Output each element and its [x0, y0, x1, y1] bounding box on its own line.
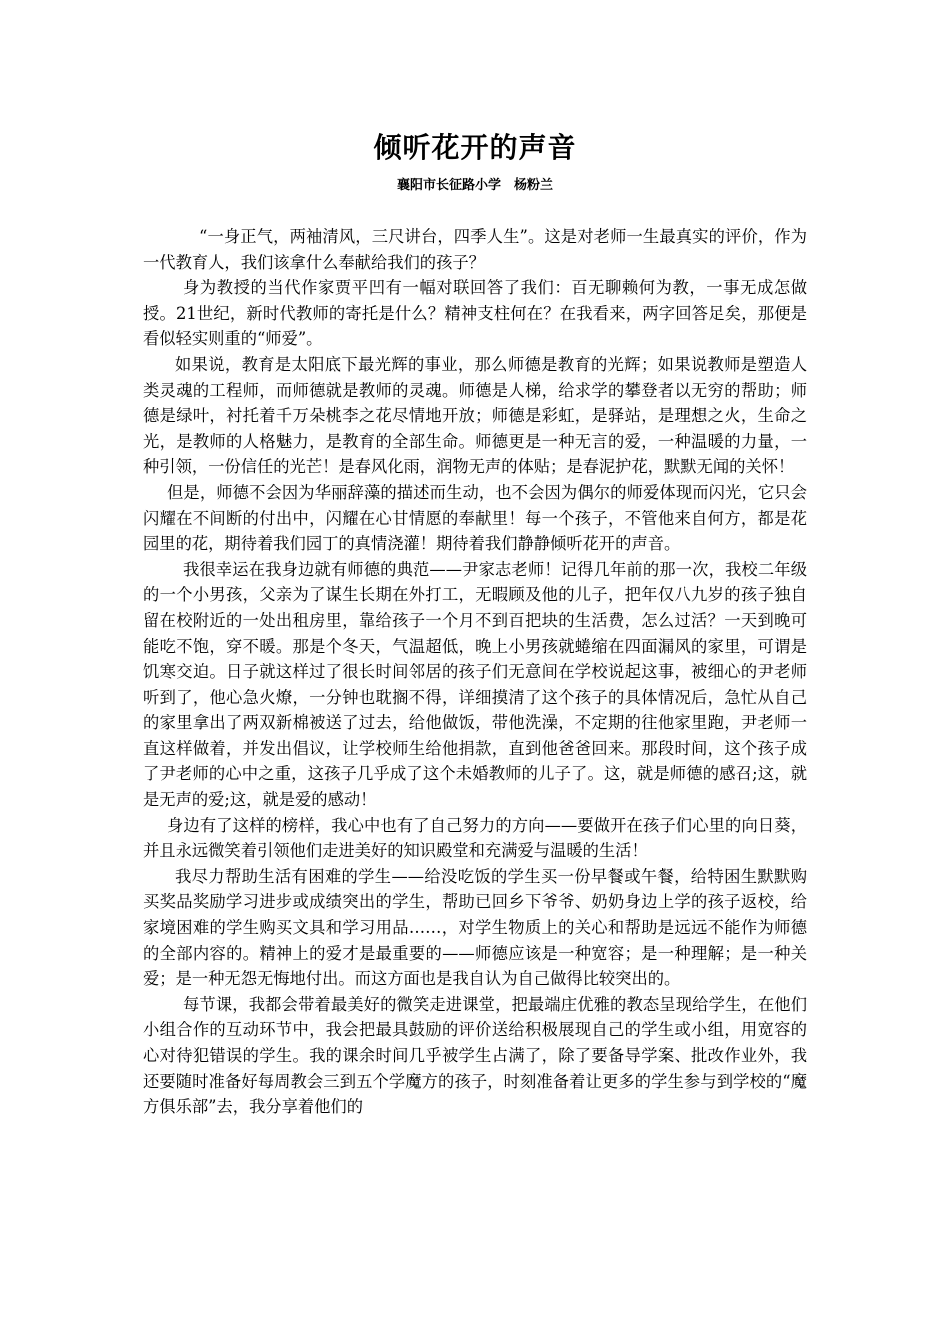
- paragraph: 我尽力帮助生活有困难的学生——给没吃饭的学生买一份早餐或午餐，给特困生默默购买奖品奖励学习进步或成绩突出的学生，帮助已回乡下爷爷、奶奶身边上学的孩子返校，给家境困难的学生购买文具和学习用品……，对学生物质上的关心和帮助是远远不能作为师德的全部内容的。精神上的爱才是最重要的——师德应该是一种宽容；是一种理解；是一种关爱；是一种无怨无悔地付出。而这方面也是我自认为自己做得比较突出的。: [143, 866, 807, 989]
- paragraph: 但是，师德不会因为华丽辞藻的描述而生动，也不会因为偶尔的师爱体现而闪光，它只会闪耀在不间断的付出中，闪耀在心甘情愿的奉献里！每一个孩子，不管他来自何方，都是花园里的花，期待着我们园丁的真情浇灌！期待着我们静静倾听花开的声音。: [143, 482, 807, 554]
- paragraph: 我很幸运在我身边就有师德的典范——尹家志老师！记得几年前的那一次，我校二年级的一个小男孩，父亲为了谋生长期在外打工，无暇顾及他的儿子，把年仅八九岁的孩子独自留在校附近的一处出租房里，靠给孩子一个月不到百把块的生活费，怎么过活？一天到晚可能吃不饱，穿不暖。那是个冬天，气温超低，晚上小男孩就蜷缩在四面漏风的家里，可谓是饥寒交迫。日子就这样过了很长时间邻居的孩子们无意间在学校说起这事，被细心的尹老师听到了，他心急火燎，一分钟也耽搁不得，详细摸清了这个孩子的具体情况后，急忙从自己的家里拿出了两双新棉被送了过去，给他做饭，带他洗澡，不定期的往他家里跑，尹老师一直这样做着，并发出倡议，让学校师生给他捐款，直到他爸爸回来。那段时间，这个孩子成了尹老师的心中之重，这孩子几乎成了这个未婚教师的儿子了。这，就是师德的感召;这，就是无声的爱;这，就是爱的感动！: [143, 559, 807, 810]
- paragraph: “一身正气，两袖清风，三尺讲台，四季人生”。这是对老师一生最真实的评价，作为一代教育人，我们该拿什么奉献给我们的孩子？: [143, 227, 807, 272]
- document-body: [143, 224, 807, 1120]
- document-title: 倾听花开的声音: [373, 131, 577, 164]
- paragraph: 如果说，教育是太阳底下最光辉的事业，那么师德是教育的光辉；如果说教师是塑造人类灵魂的工程师，而师德就是教师的灵魂。师德是人梯，给求学的攀登者以无穷的帮助；师德是绿叶，衬托着千万朵桃李之花尽情地开放；师德是彩虹，是驿站，是理想之火，生命之光，是教师的人格魅力，是教育的全部生命。师德更是一种无言的爱，一种温暖的力量，一种引领，一份信任的光芒！是春风化雨，润物无声的体贴；是春泥护花，默默无闻的关怀！: [143, 354, 807, 477]
- paragraph: 每节课，我都会带着最美好的微笑走进课堂，把最端庄优雅的教态呈现给学生，在他们小组合作的互动环节中，我会把最具鼓励的评价送给积极展现自己的学生或小组，用宽容的心对待犯错误的学生。我的课余时间几乎被学生占满了，除了要备导学案、批改作业外，我还要随时准备好每周教会三到五个学魔方的孩子，时刻准备着让更多的学生参与到学校的“魔方俱乐部”去，我分享着他们的: [143, 994, 807, 1117]
- paragraph: 身边有了这样的榜样，我心中也有了自己努力的方向——要做开在孩子们心里的向日葵，并且永远微笑着引领他们走进美好的知识殿堂和充满爱与温暖的生活！: [143, 815, 807, 861]
- paragraph: 身为教授的当代作家贾平凹有一幅对联回答了我们：百无聊赖何为教，一事无成怎做授。21世纪，新时代教师的寄托是什么？精神支柱何在？在我看来，两字回答足矣，那便是看似轻实则重的“师爱”。: [143, 278, 807, 349]
- author-byline: 襄阳市长征路小学 杨粉兰: [396, 178, 553, 193]
